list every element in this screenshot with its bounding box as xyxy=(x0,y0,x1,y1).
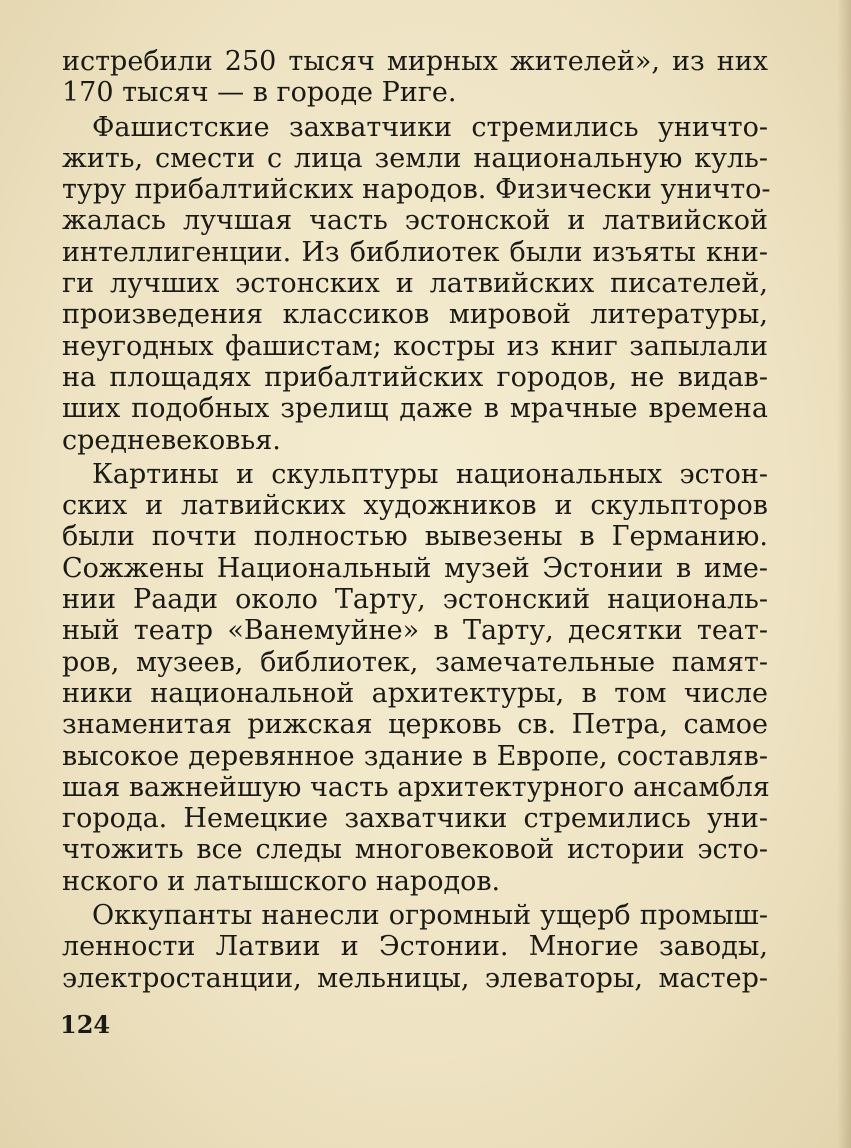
text-line: ленности Латвии и Эстонии. Многие заводы, xyxy=(62,931,768,963)
text-line: средневековья. xyxy=(62,424,281,456)
text-line: нского и латышского народов. xyxy=(62,865,501,897)
text-line: нии Раади около Тарту, эстонский националь- xyxy=(62,584,768,616)
text-line: шая важнейшую часть архитектурного ансамбля xyxy=(62,771,770,803)
text-line: ники национальной архитектуры, в том числе xyxy=(62,677,768,709)
text-line: неугодных фашистам; костры из книг запылали xyxy=(62,330,768,362)
text-line: произведения классиков мировой литературы, xyxy=(62,299,768,331)
text-line: ги лучших эстонских и латвийских писателей, xyxy=(62,268,768,300)
text-line: жить, смести с лица земли национальную куль- xyxy=(62,142,768,174)
text-line: ров, музеев, библиотек, замечательные памят- xyxy=(62,646,768,678)
text-line: 170 тысяч — в городе Риге. xyxy=(62,77,457,109)
page-number: 124 xyxy=(60,1010,111,1039)
paragraph-first-line: Оккупанты нанесли огромный ущерб промыш- xyxy=(92,900,768,932)
text-line: ших подобных зрелищ даже в мрачные времена xyxy=(62,393,768,425)
text-line: ный театр «Ванемуйне» в Тарту, десятки теат- xyxy=(62,615,768,647)
paragraph-first-line: Фашистские захватчики стремились уничто- xyxy=(92,111,768,143)
text-line: города. Немецкие захватчики стремились уни- xyxy=(62,803,768,835)
text-line: жалась лучшая часть эстонской и латвийской xyxy=(62,205,768,237)
text-line: чтожить все следы многовековой истории эсто- xyxy=(62,834,768,866)
text-line: туру прибалтийских народов. Физически уничто- xyxy=(62,174,771,206)
page-edge-shadow xyxy=(837,0,851,1148)
text-line: на площадях прибалтийских городов, не видав- xyxy=(62,361,768,393)
text-line: Сожжены Национальный музей Эстонии в име- xyxy=(62,552,768,584)
text-line: знаменитая рижская церковь св. Петра, самое xyxy=(62,709,768,741)
text-line: электростанции, мельницы, элеваторы, мастер- xyxy=(62,962,768,994)
body-text xyxy=(62,46,771,994)
text-line: интеллигенции. Из библиотек были изъяты кни- xyxy=(62,236,768,268)
text-line: были почти полностью вывезены в Германию. xyxy=(62,521,768,553)
text-line: высокое деревянное здание в Европе, составляв- xyxy=(62,740,768,772)
text-line: истребили 250 тысяч мирных жителей», из них xyxy=(62,46,768,77)
paragraph-first-line: Картины и скульптуры национальных эстон- xyxy=(92,458,768,490)
text-line: ских и латвийских художников и скульпторов xyxy=(62,490,768,522)
